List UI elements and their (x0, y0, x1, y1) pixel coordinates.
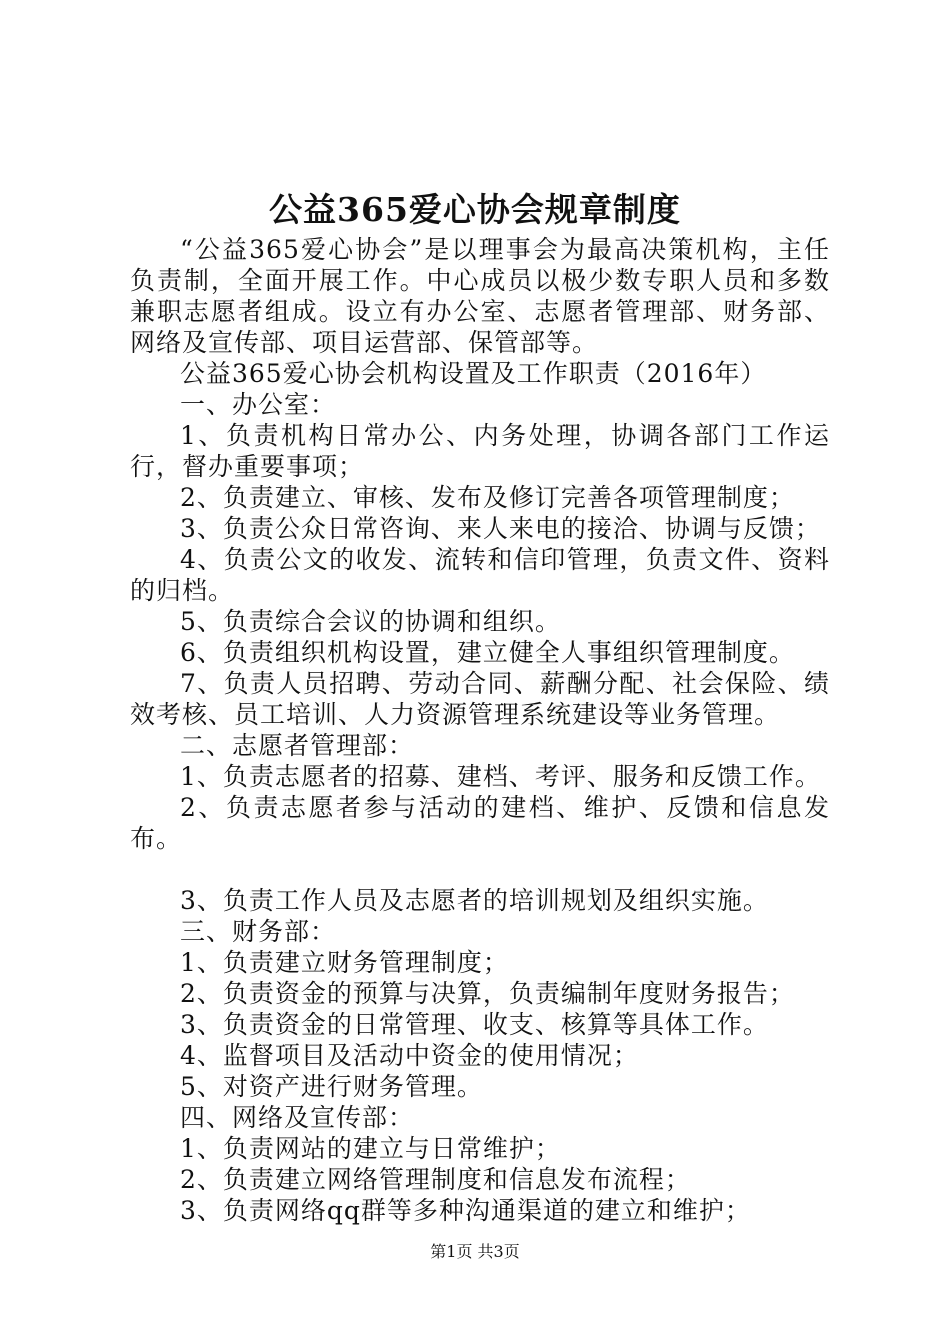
section-heading: 二、志愿者管理部： (180, 731, 415, 760)
list-item: 4、负责公文的收发、流转和信印管理，负责文件、资料的归档。 (130, 545, 830, 605)
list-item: 3、负责公众日常咨询、来人来电的接洽、协调与反馈； (180, 514, 821, 543)
document-title: 公益365爱心协会规章制度 (269, 190, 681, 229)
list-item: 4、监督项目及活动中资金的使用情况； (180, 1041, 639, 1070)
list-item: 1、负责建立财务管理制度； (180, 948, 509, 977)
list-item: 5、对资产进行财务管理。 (180, 1072, 483, 1101)
list-item: 2、负责建立网络管理制度和信息发布流程； (180, 1165, 691, 1194)
list-item: 1、负责志愿者的招募、建档、考评、服务和反馈工作。 (180, 762, 821, 791)
section-heading: 公益365爱心协会机构设置及工作职责（2016年） (180, 359, 767, 388)
list-item: 7、负责人员招聘、劳动合同、薪酬分配、社会保险、绩效考核、员工培训、人力资源管理系统建设等业务管理。 (130, 669, 830, 729)
list-item: 5、负责综合会议的协调和组织。 (180, 607, 561, 636)
document-body (130, 234, 830, 1226)
list-item: 6、负责组织机构设置，建立健全人事组织管理制度。 (180, 638, 795, 667)
list-item: 3、负责资金的日常管理、收支、核算等具体工作。 (180, 1010, 769, 1039)
section-heading: 三、财务部： (180, 917, 337, 946)
list-item: 2、负责志愿者参与活动的建档、维护、反馈和信息发布。 (130, 793, 830, 853)
section-heading: 一、办公室： (180, 390, 337, 419)
list-item: 2、负责资金的预算与决算，负责编制年度财务报告； (180, 979, 795, 1008)
list-item: 1、负责网站的建立与日常维护； (180, 1134, 561, 1163)
intro-paragraph: “公益365爱心协会”是以理事会为最高决策机构，主任负责制，全面开展工作。中心成员以极少数专职人员和多数兼职志愿者组成。设立有办公室、志愿者管理部、财务部、网络及宣传部、项目运营部、保管部等。 (130, 235, 830, 357)
blank-line (130, 854, 830, 885)
list-item: 2、负责建立、审核、发布及修订完善各项管理制度； (180, 483, 795, 512)
list-item: 3、负责网络qq群等多种沟通渠道的建立和维护； (180, 1196, 751, 1225)
page-footer: 第1页 共3页 (430, 1242, 520, 1261)
list-item: 1、负责机构日常办公、内务处理，协调各部门工作运行，督办重要事项； (130, 421, 830, 481)
list-item: 3、负责工作人员及志愿者的培训规划及组织实施。 (180, 886, 769, 915)
section-heading: 四、网络及宣传部： (180, 1103, 415, 1132)
